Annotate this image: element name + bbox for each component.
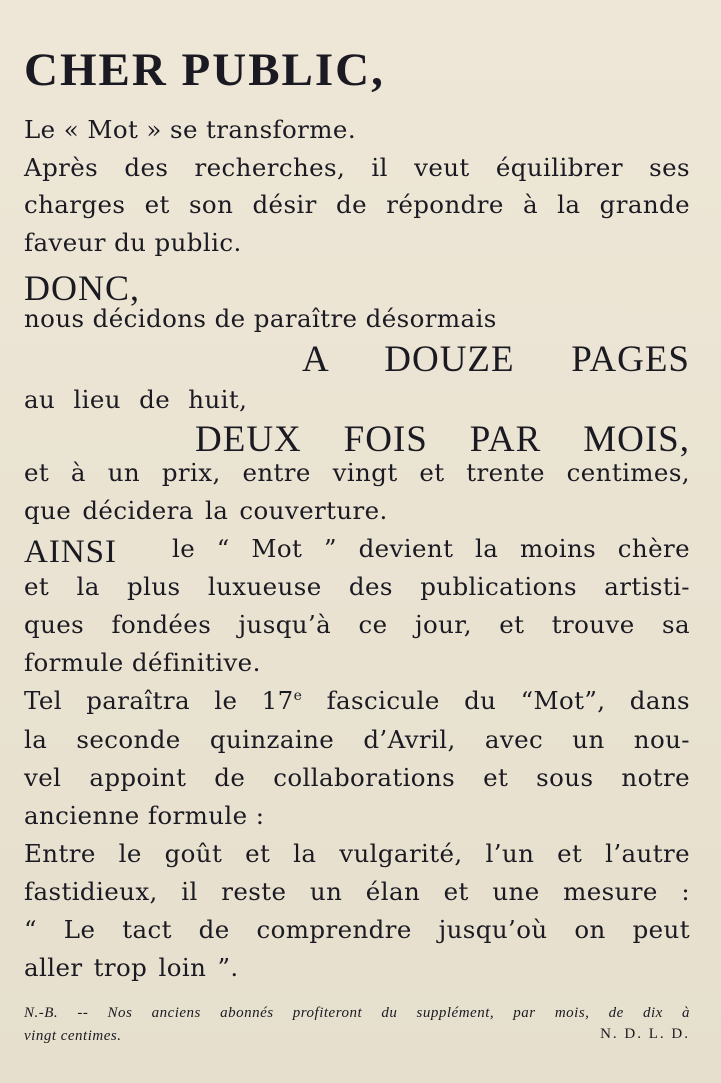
paragraph-line: que décidera la couverture. — [24, 496, 388, 525]
paragraph-line: et à un prix, entre vingt et trente centimes, — [24, 458, 690, 487]
line-text-start: Tel paraîtra le 17 — [24, 686, 294, 716]
quote-line: “ Le tact de comprendre jusqu’où on peut — [24, 915, 690, 944]
paragraph-line: le “ Mot ” devient la moins chère — [172, 534, 690, 563]
paragraph-line: et la plus luxueuse des publications artisti- — [24, 572, 690, 601]
footnote-text: N.-B. -- Nos anciens abonnés profiteront du supplément, par mois, de dix à — [24, 1005, 690, 1021]
paragraph-line: au lieu de huit, — [24, 385, 248, 414]
paragraph-line: nous décidons de paraître désormais — [24, 304, 497, 333]
paragraph-line: vel appoint de collaborations et sous notre — [24, 763, 690, 792]
paragraph-line: formule définitive. — [24, 648, 261, 677]
emphasis-twelve-pages: A DOUZE PAGES — [302, 339, 690, 380]
intro-line: Le « Mot » se transforme. — [24, 115, 357, 144]
ordinal-superscript: e — [293, 688, 303, 704]
paragraph-line: faveur du public. — [24, 228, 242, 257]
paragraph-line: ancienne formule : — [24, 801, 265, 830]
ainsi-heading: AINSI — [24, 534, 117, 570]
page-title: CHER PUBLIC, — [24, 44, 385, 96]
donc-heading: DONC, — [24, 268, 141, 308]
signature: N. D. L. D. — [600, 1026, 690, 1042]
line-text-end: fascicule du “Mot”, dans — [302, 686, 690, 716]
emphasis-twice-monthly: DEUX FOIS PAR MOIS, — [195, 419, 690, 460]
paragraph-line — [24, 686, 690, 716]
paragraph-line: la seconde quinzaine d’Avril, avec un nou- — [24, 725, 690, 754]
paragraph-line: Entre le goût et la vulgarité, l’un et l’autre — [24, 839, 690, 868]
footnote-text: vingt centimes. — [24, 1028, 122, 1044]
paragraph-line: fastidieux, il reste un élan et une mesure : — [24, 877, 690, 906]
quote-line: aller trop loin ”. — [24, 953, 239, 982]
paragraph-line: Après des recherches, il veut équilibrer ses — [24, 153, 690, 182]
paragraph-line: ques fondées jusqu’à ce jour, et trouve sa — [24, 610, 690, 639]
paragraph-line: charges et son désir de répondre à la grande — [24, 190, 690, 219]
